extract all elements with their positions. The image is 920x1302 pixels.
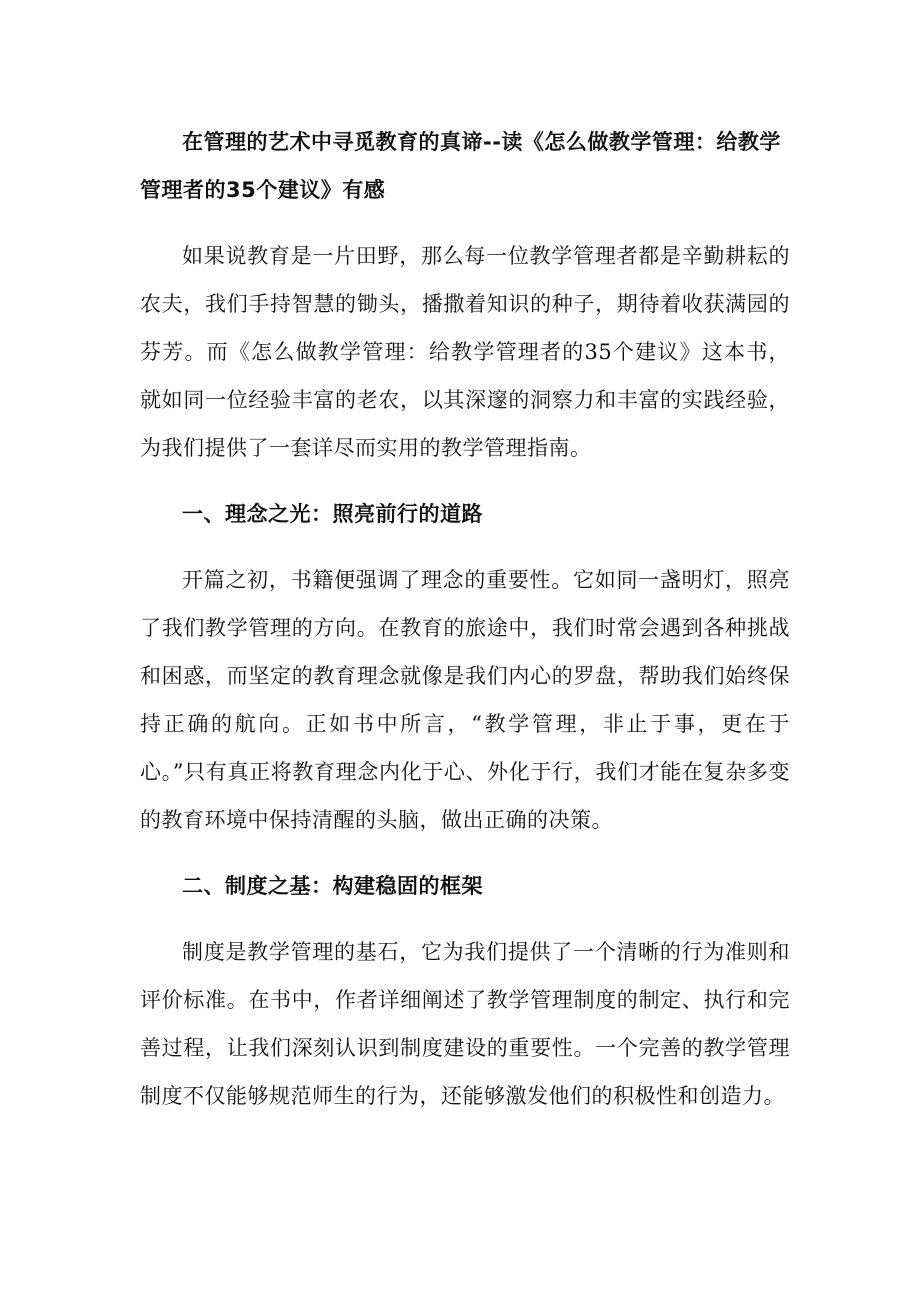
section-heading-2: 二、制度之基：构建稳固的框架 [182, 874, 483, 898]
document-title: 在管理的艺术中寻觅教育的真谛--读《怎么做教学管理：给教学管理者的35个建议》有感 [140, 130, 781, 202]
document-body [140, 118, 790, 1138]
section-heading-1: 一、理念之光：照亮前行的道路 [182, 502, 483, 526]
section-paragraph-2: 制度是教学管理的基石，它为我们提供了一个清晰的行为准则和评价标准。在书中，作者详细阐述了教学管理制度的制定、执行和完善过程，让我们深刻认识到制度建设的重要性。一个完善的教学管理制度不仅能够规范师生的行为，还能够激发他们的积极性和创造力。 [140, 940, 790, 1108]
section-paragraph-1: 开篇之初，书籍便强调了理念的重要性。它如同一盏明灯，照亮了我们教学管理的方向。在教育的旅途中，我们时常会遇到各种挑战和困惑，而坚定的教育理念就像是我们内心的罗盘，帮助我们始终保持正确的航向。正如书中所言，“教学管理，非止于事，更在于心。”只有真正将教育理念内化于心、外化于行，我们才能在复杂多变的教育环境中保持清醒的头脑，做出正确的决策。 [140, 568, 790, 832]
intro-paragraph: 如果说教育是一片田野，那么每一位教学管理者都是辛勤耕耘的农夫，我们手持智慧的锄头，播撒着知识的种子，期待着收获满园的芬芳。而《怎么做教学管理：给教学管理者的35个建议》这本书，就如同一位经验丰富的老农，以其深邃的洞察力和丰富的实践经验，为我们提供了一套详尽而实用的教学管理指南。 [140, 244, 790, 460]
